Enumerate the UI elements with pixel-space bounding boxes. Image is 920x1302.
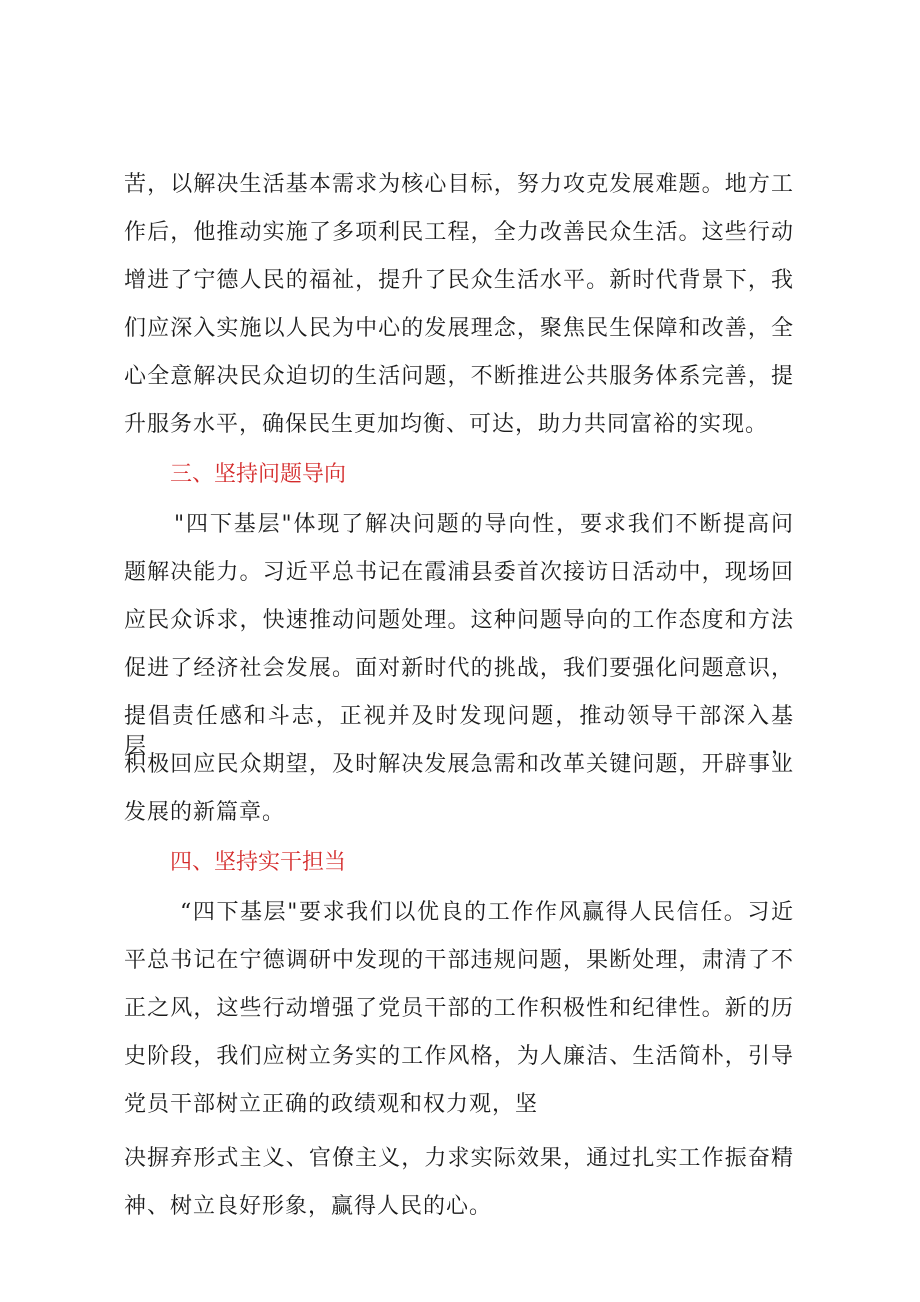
text-line: 苦，以解决生活基本需求为核心目标，努力攻克发展难题。地方工 [124,172,794,197]
section-heading-practical-work: 四、坚持实干担当 [170,850,347,875]
text-line: 史阶段，我们应树立务实的工作风格，为人廉洁、生活简朴，引导 [124,1044,794,1069]
text-line: 应民众诉求，快速推动问题处理。这种问题导向的工作态度和方法 [124,608,794,633]
text-line: 发展的新篇章。 [124,800,286,825]
text-line: 升服务水平，确保民生更加均衡、可达，助力共同富裕的实现。 [124,412,769,437]
text-line: 党员干部树立正确的政绩观和权力观，坚 [124,1092,539,1117]
text-line: 促进了经济社会发展。面对新时代的挑战，我们要强化问题意识， [124,656,794,681]
text-line: 神、树立良好形象，赢得人民的心。 [124,1194,493,1219]
text-line: 增进了宁德人民的福祉，提升了民众生活水平。新时代背景下，我 [124,268,794,293]
text-line: "四下基层"体现了解决问题的导向性，要求我们不断提高问 [174,512,794,537]
text-line: “四下基层"要求我们以优良的工作作风赢得人民信任。习近 [180,900,794,925]
text-line: 正之风，这些行动增强了党员干部的工作积极性和纪律性。新的历 [124,996,794,1021]
text-line: 提倡责任感和斗志，正视并及时发现问题，推动领导干部深入基层， [124,704,794,759]
text-line: 题解决能力。习近平总书记在霞浦县委首次接访日活动中，现场回 [124,560,794,585]
text-line: 心全意解决民众迫切的生活问题，不断推进公共服务体系完善，提 [124,364,794,389]
text-line: 决摒弃形式主义、官僚主义，力求实际效果，通过扎实工作振奋精 [124,1146,794,1171]
text-line: 们应深入实施以人民为中心的发展理念，聚焦民生保障和改善，全 [124,316,794,341]
text-line: 平总书记在宁德调研中发现的干部违规问题，果断处理，肃清了不 [124,948,794,973]
text-line: 积极回应民众期望，及时解决发展急需和改革关键问题，开辟事业 [124,752,794,777]
section-heading-problem-oriented: 三、坚持问题导向 [170,462,347,487]
text-line: 作后，他推动实施了多项利民工程，全力改善民众生活。这些行动 [124,220,794,245]
